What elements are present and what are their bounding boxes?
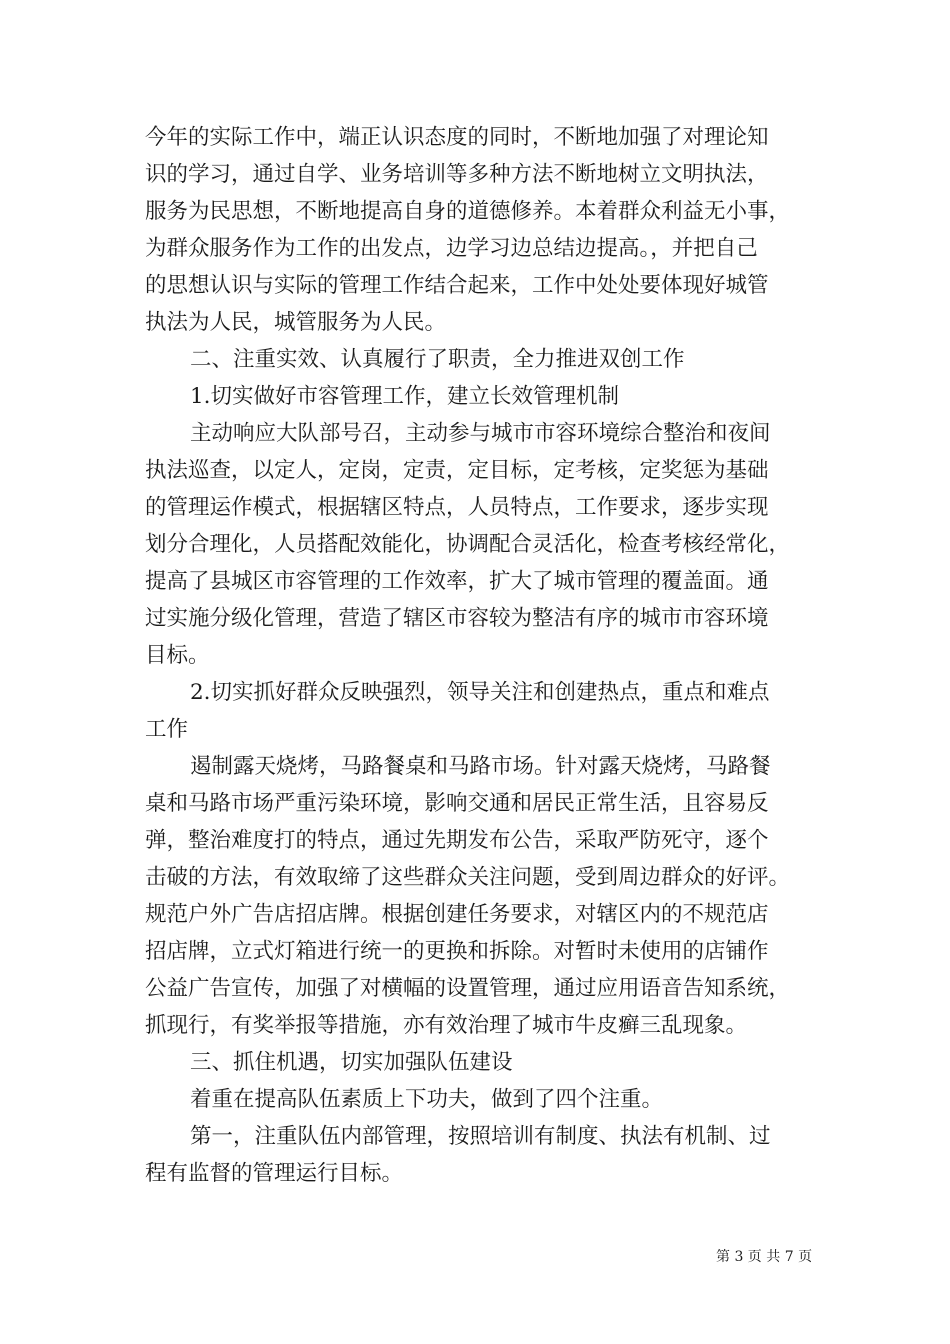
text-line: 公益广告宣传，加强了对横幅的设置管理，通过应用语音告知系统， xyxy=(145,976,791,1001)
text-line: 提高了县城区市容管理的工作效率，扩大了城市管理的覆盖面。通 xyxy=(145,569,769,594)
text-line: 主动响应大队部号召，主动参与城市市容环境综合整治和夜间 xyxy=(190,421,771,446)
text-line: 抓现行，有奖举报等措施，亦有效治理了城市牛皮癣三乱现象。 xyxy=(145,1013,748,1038)
text-line: 招店牌，立式灯箱进行统一的更换和拆除。对暂时未使用的店铺作 xyxy=(145,939,769,964)
text-line: 击破的方法，有效取缔了这些群众关注问题，受到周边群众的好评。 xyxy=(145,865,791,890)
text-line: 执法为人民，城管服务为人民。 xyxy=(145,310,447,335)
text-line: 目标。 xyxy=(145,643,210,668)
text-line: 程有监督的管理运行目标。 xyxy=(145,1161,404,1186)
text-line: 工作 xyxy=(145,717,189,742)
text-line: 第一，注重队伍内部管理，按照培训有制度、执法有机制、过 xyxy=(190,1124,771,1149)
text-line: 执法巡查，以定人，定岗，定责，定目标，定考核，定奖惩为基础 xyxy=(145,458,769,483)
text-line: 着重在提高队伍素质上下功夫，做到了四个注重。 xyxy=(190,1087,664,1112)
page-number: 第 3 页 共 7 页 xyxy=(716,1249,813,1265)
text-line: 2.切实抓好群众反映强烈，领导关注和创建热点，重点和难点 xyxy=(190,680,770,705)
text-line: 的管理运作模式，根据辖区特点，人员特点，工作要求，逐步实现 xyxy=(145,495,769,520)
text-line: 二、注重实效、认真履行了职责，全力推进双创工作 xyxy=(190,347,685,372)
text-line: 弹，整治难度打的特点，通过先期发布公告，采取严防死守，逐个 xyxy=(145,828,769,853)
text-line: 识的学习，通过自学、业务培训等多种方法不断地树立文明执法， xyxy=(145,162,769,187)
text-line: 遏制露天烧烤，马路餐桌和马路市场。针对露天烧烤，马路餐 xyxy=(190,754,771,779)
text-line: 1.切实做好市容管理工作，建立长效管理机制 xyxy=(190,384,620,409)
text-line: 今年的实际工作中，端正认识态度的同时，不断地加强了对理论知 xyxy=(145,125,769,150)
text-line: 规范户外广告店招店牌。根据创建任务要求，对辖区内的不规范店 xyxy=(145,902,769,927)
text-line: 服务为民思想，不断地提高自身的道德修养。本着群众利益无小事， xyxy=(145,199,791,224)
text-line: 三、抓住机遇，切实加强队伍建设 xyxy=(190,1050,513,1075)
text-line: 桌和马路市场严重污染环境，影响交通和居民正常生活，且容易反 xyxy=(145,791,769,816)
text-line: 过实施分级化管理，营造了辖区市容较为整洁有序的城市市容环境 xyxy=(145,606,769,631)
text-line: 为群众服务作为工作的出发点，边学习边总结边提高。，并把自己 xyxy=(145,236,758,261)
text-line: 的思想认识与实际的管理工作结合起来，工作中处处要体现好城管 xyxy=(145,273,769,298)
text-line: 划分合理化，人员搭配效能化，协调配合灵活化，检查考核经常化， xyxy=(145,532,791,557)
